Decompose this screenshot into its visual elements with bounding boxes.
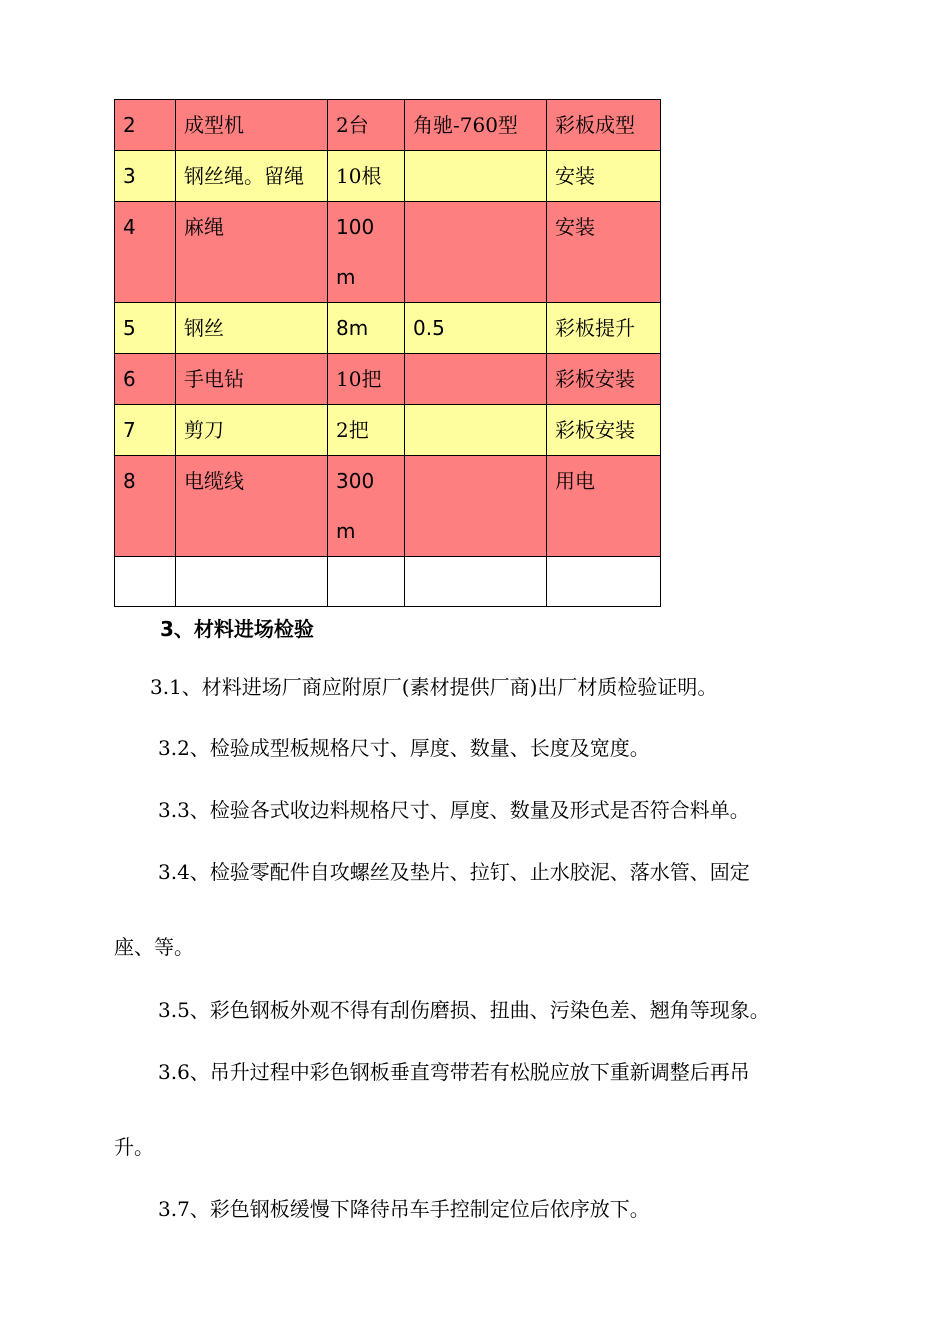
inspection-item: 3.6、吊升过程中彩色钢板垂直弯带若有松脱应放下重新调整后再吊 [158,1060,750,1084]
inspection-item: 3.2、检验成型板规格尺寸、厚度、数量、长度及宽度。 [158,736,650,760]
section-heading: 3、材料进场检验 [160,617,314,641]
empty-cell [547,557,661,607]
item-spec: 角驰-760型 [405,100,547,151]
empty-cell [328,557,405,607]
inspection-item: 3.5、彩色钢板外观不得有刮伤磨损、扭曲、污染色差、翘角等现象。 [158,998,770,1022]
row-number: 2 [115,100,176,151]
inspection-item: 3.1、材料进场厂商应附原厂(素材提供厂商)出厂材质检验证明。 [150,675,718,699]
row-number: 6 [115,354,176,405]
row-number: 3 [115,151,176,202]
row-number: 4 [115,202,176,303]
item-spec [405,456,547,557]
item-name: 成型机 [176,100,328,151]
item-quantity: 100m [328,202,405,303]
item-quantity: 10把 [328,354,405,405]
item-quantity: 300m [328,456,405,557]
item-quantity: 10根 [328,151,405,202]
item-spec [405,405,547,456]
table-row-empty [115,557,661,607]
item-use: 彩板成型 [547,100,661,151]
item-name: 剪刀 [176,405,328,456]
table-row [115,405,661,456]
item-spec [405,354,547,405]
item-use: 安装 [547,202,661,303]
item-use: 彩板提升 [547,303,661,354]
item-name: 手电钻 [176,354,328,405]
item-use: 安装 [547,151,661,202]
item-use: 用电 [547,456,661,557]
item-quantity: 2台 [328,100,405,151]
tools-table [114,99,661,607]
item-name: 钢丝 [176,303,328,354]
item-spec [405,202,547,303]
table-row [115,202,661,303]
row-number: 7 [115,405,176,456]
inspection-item: 3.3、检验各式收边料规格尺寸、厚度、数量及形式是否符合料单。 [158,798,750,822]
empty-cell [176,557,328,607]
table-row [115,303,661,354]
item-quantity: 8m [328,303,405,354]
row-number: 5 [115,303,176,354]
table-row [115,456,661,557]
inspection-item: 3.4、检验零配件自攻螺丝及垫片、拉钉、止水胶泥、落水管、固定 [158,860,750,884]
inspection-item-continuation: 座、等。 [114,935,194,959]
inspection-item-continuation: 升。 [114,1135,154,1159]
item-spec: 0.5 [405,303,547,354]
table-row [115,354,661,405]
item-use: 彩板安装 [547,354,661,405]
row-number: 8 [115,456,176,557]
inspection-item: 3.7、彩色钢板缓慢下降待吊车手控制定位后依序放下。 [158,1197,650,1221]
item-name: 电缆线 [176,456,328,557]
empty-cell [405,557,547,607]
item-spec [405,151,547,202]
table-row [115,100,661,151]
table-row [115,151,661,202]
item-use: 彩板安装 [547,405,661,456]
item-name: 麻绳 [176,202,328,303]
item-name: 钢丝绳。留绳 [176,151,328,202]
empty-cell [115,557,176,607]
item-quantity: 2把 [328,405,405,456]
